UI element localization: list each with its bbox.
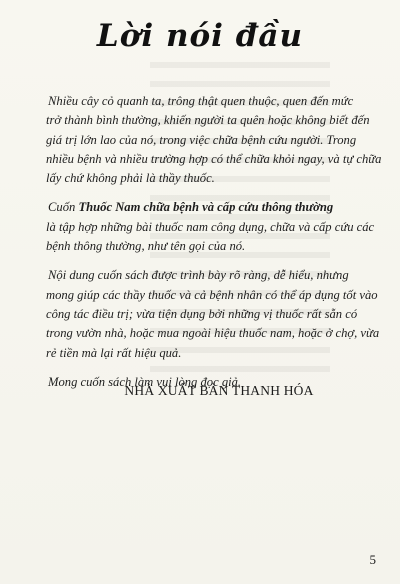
text-line: Mong cuốn sách làm vui lòng đọc giả. bbox=[48, 374, 242, 389]
paragraph-1 bbox=[46, 92, 382, 188]
title-text: Lời nói đầu bbox=[96, 18, 304, 54]
page-title bbox=[0, 18, 400, 54]
text-line: là tập hợp những bài thuốc nam công dụng, chữa và cấp cứu các bbox=[46, 219, 375, 234]
text-line: mong giúp các thầy thuốc và cả bệnh nhân có thể áp dụng tốt vào bbox=[46, 287, 378, 302]
paragraph-2 bbox=[46, 198, 375, 256]
book-title: Thuốc Nam chữa bệnh và cấp cứu thông thường bbox=[78, 200, 334, 215]
text-line: Nội dung cuốn sách được trình bày rõ ràng, dễ hiểu, nhưng bbox=[48, 268, 349, 283]
page-number: 5 bbox=[369, 552, 376, 567]
text-line: nhiều bệnh và nhiều trường hợp có thể chữa khỏi ngay, và tự chữa bbox=[46, 151, 382, 166]
text-line: trong vườn nhà, hoặc mua ngoài hiệu thuốc nam, hoặc ở chợ, vừa bbox=[46, 326, 380, 341]
text-line: bệnh thông thường, như tên gọi của nó. bbox=[46, 239, 246, 254]
line-prefix: Cuốn bbox=[48, 200, 79, 215]
text-line: trở thành bình thường, khiến người ta quên hoặc không biết đến bbox=[46, 113, 370, 128]
text-line: giá trị lớn lao của nó, trong việc chữa bệnh cứu người. Trong bbox=[46, 132, 357, 147]
text-line bbox=[46, 198, 371, 217]
text-line: công tác điều trị; vừa tiện dụng bởi những vị thuốc rất sẵn có bbox=[46, 306, 358, 321]
preface-body bbox=[46, 92, 382, 402]
text-line: rẻ tiền mà lại rất hiệu quả. bbox=[46, 345, 182, 360]
text-line: lấy chứ không phải là thầy thuốc. bbox=[46, 171, 215, 186]
publisher-signature: NHÀ XUẤT BẢN THANH HÓA bbox=[124, 383, 314, 398]
paragraph-3 bbox=[46, 266, 380, 362]
text-line: Nhiều cây cỏ quanh ta, trông thật quen thuộc, quen đến mức bbox=[48, 94, 354, 108]
